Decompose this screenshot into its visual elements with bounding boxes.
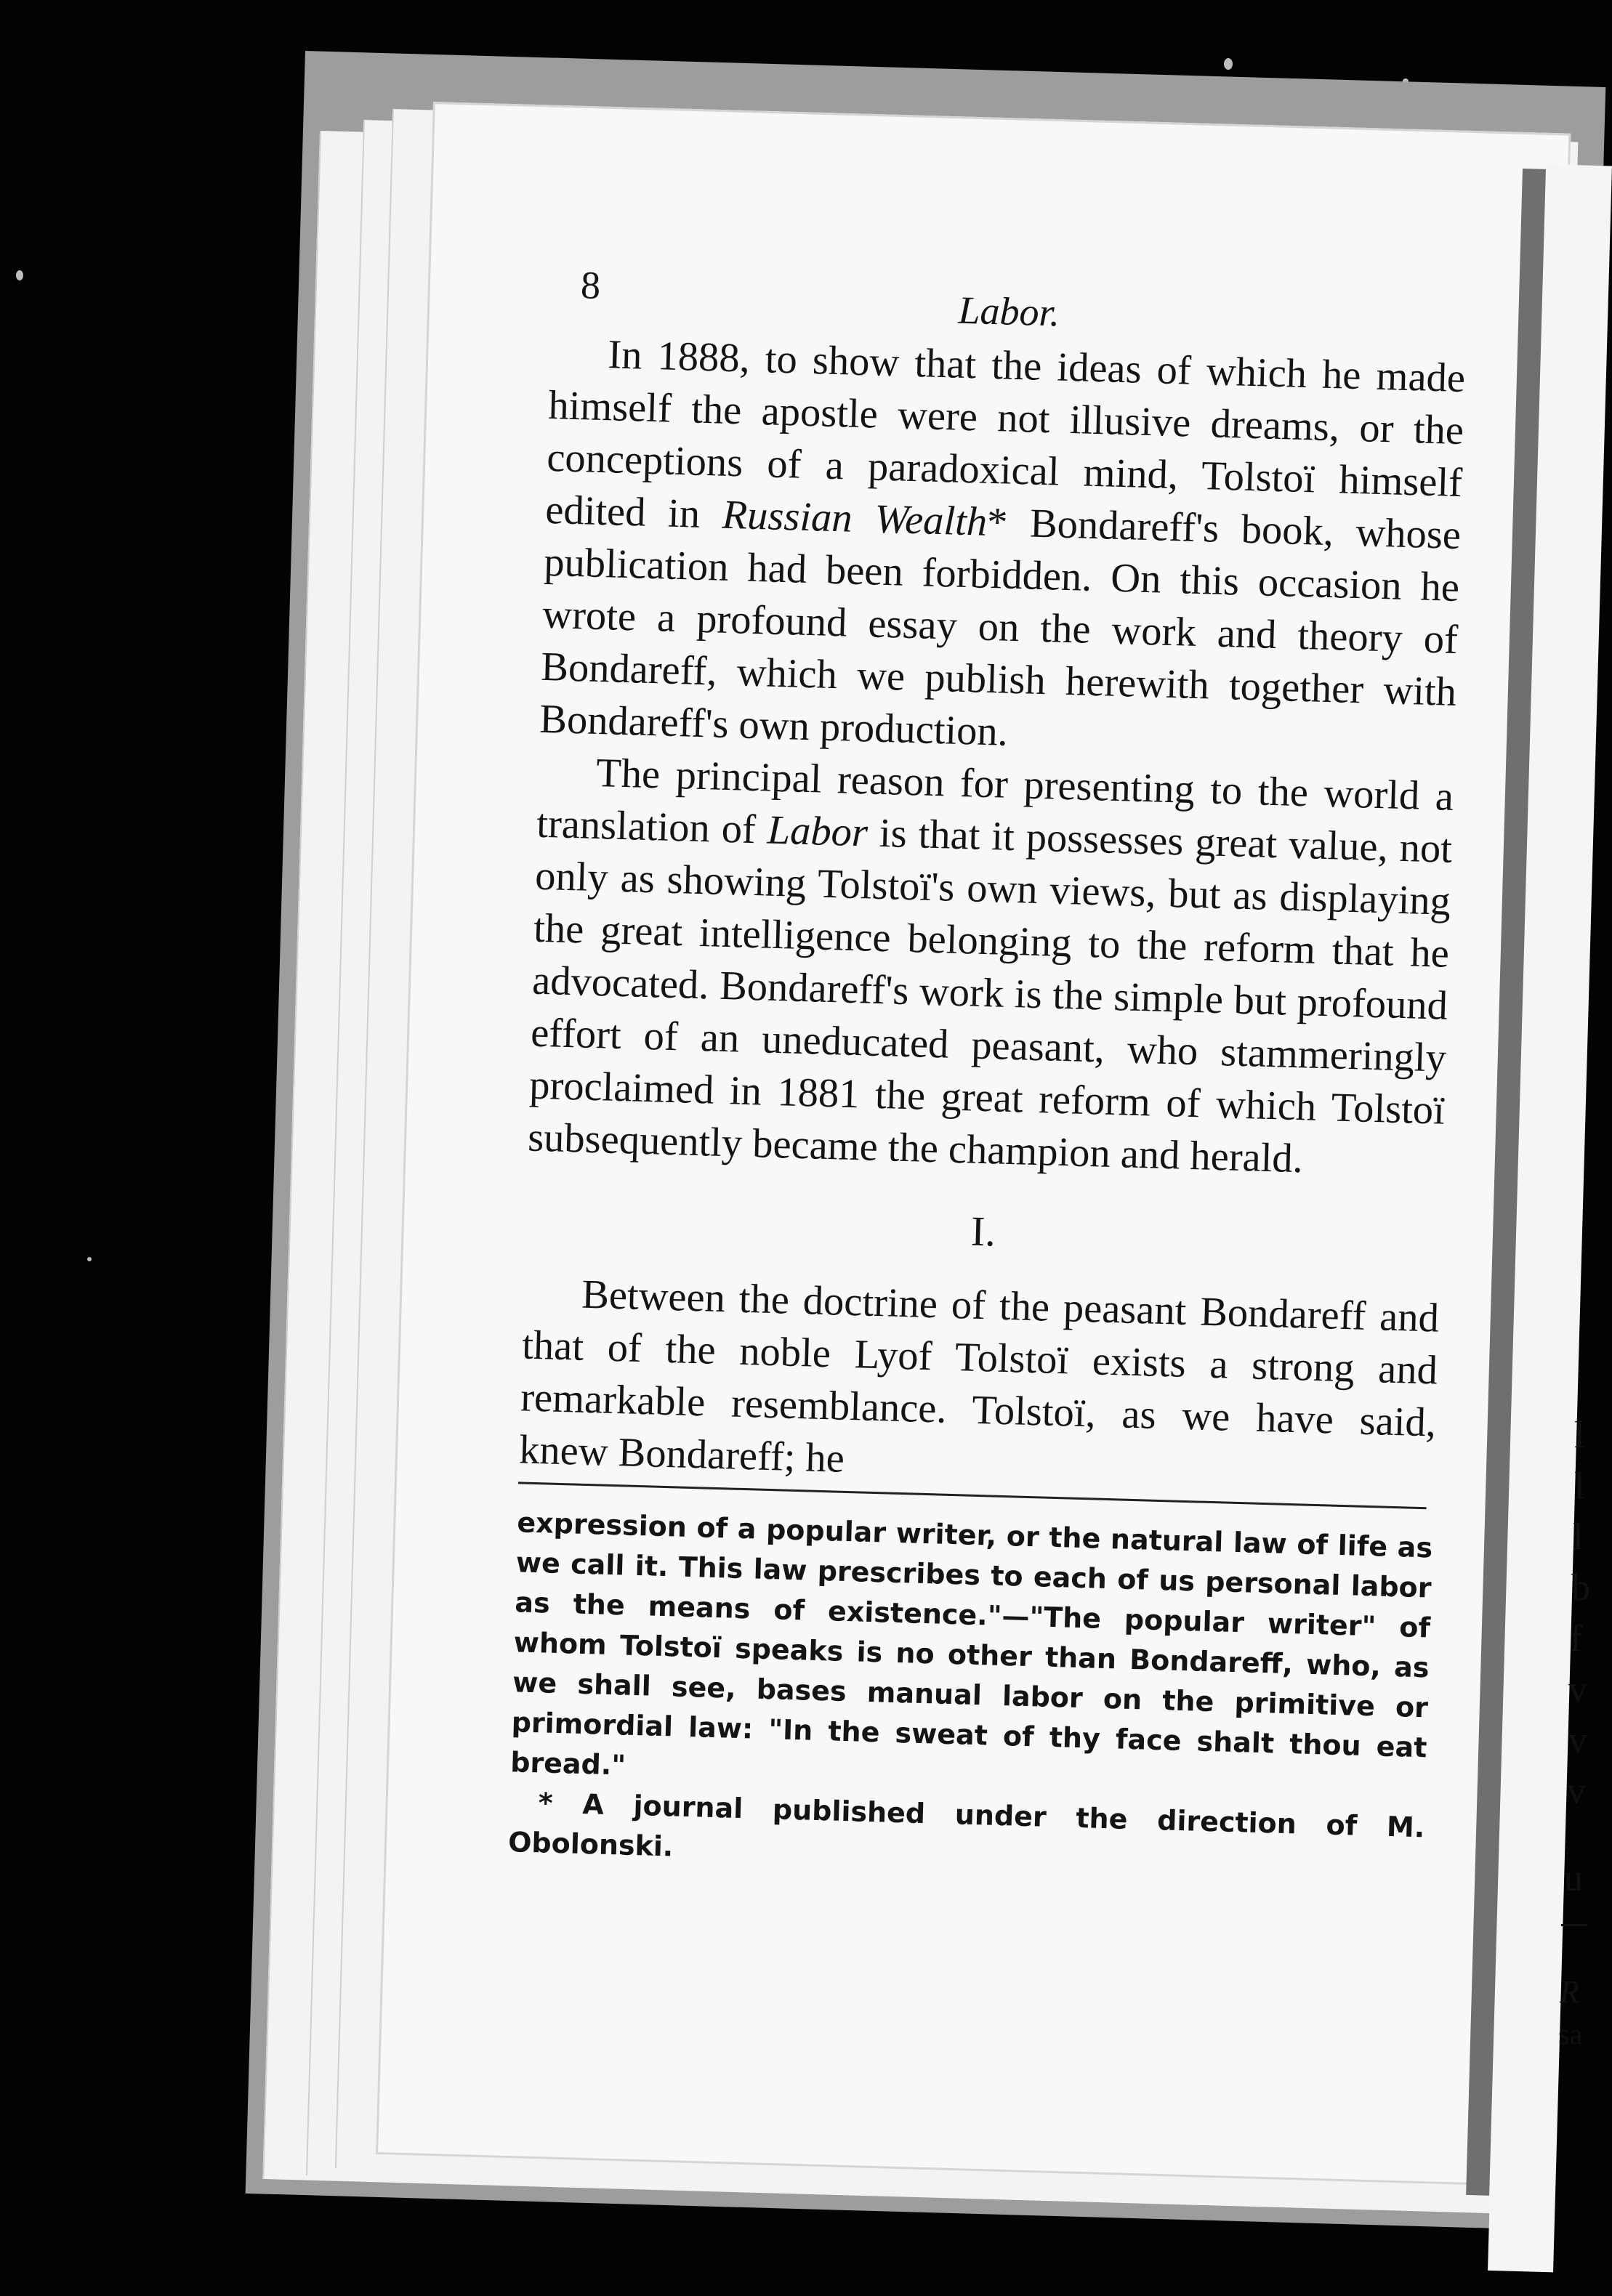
facing-page-fragment: l <box>1573 1516 1584 1558</box>
footnotes <box>507 1503 1432 1888</box>
section-heading: I. <box>970 1207 996 1256</box>
facing-page-fragment: v <box>1568 1669 1587 1710</box>
footnote-continuation: expression of a popular writer, or the natural law of life as we call it. This law prescribes to each of us personal labor as the means of existence."—"The popular writer" of whom Tolstoï speaks is no other than Bondareff, who, as we shall see, bases manual labor on the primitive or primordial law: "In the sweat of thy face shalt thou eat bread." <box>509 1506 1433 1782</box>
facing-page-fragment: R <box>1560 1974 1579 2010</box>
facing-page-fragment: l <box>1574 1415 1585 1456</box>
facing-page-fragment: l <box>1574 1466 1585 1507</box>
book-title: Labor <box>767 807 869 856</box>
page-number: 8 <box>580 263 601 307</box>
facing-page-fragment: v <box>1568 1720 1587 1761</box>
dust-speck <box>1224 58 1233 70</box>
facing-page-fragment: f <box>1570 1618 1583 1660</box>
facing-page-fragment: u <box>1564 1858 1583 1899</box>
running-head: Labor. <box>957 288 1060 335</box>
paragraph: Between the doctrine of the peasant Bondareff and that of the noble Lyof Tolstoï exists a strong and remarkable resemblance. Tolstoï, as we have said, knew Bondareff; he <box>518 1272 1440 1482</box>
body-text <box>518 327 1466 1502</box>
journal-title: Russian Wealth <box>721 492 988 545</box>
dust-speck <box>87 1257 92 1261</box>
facing-page-fragment: sa <box>1558 2018 1583 2050</box>
paragraph: The principal reason for presenting to the world a translation of Labor is that it possesses great value, not only as showing Tolstoï's own views, but as displaying the great intelligence belonging to the reform that he advocated. Bondareff's work is the simple but profound effort of an uneducated peasant, who stammeringly proclaimed in 1881 the great reform of which Tolstoï subsequently became the champion and herald. <box>527 750 1454 1182</box>
facing-page-rule <box>1561 1924 1587 1926</box>
page-content <box>503 262 1467 2045</box>
dust-speck <box>16 270 23 280</box>
footnote: * A journal published under the direction of M. Obolonski. <box>507 1787 1425 1863</box>
paragraph: In 1888, to show that the ideas of which he made himself the apostle were not illusive dreams, or the conceptions of a paradoxical mind, Tolstoï himself edited in Russian Wealth* Bondareff's book, whose publication had been forbidden. On this occasion he wrote a profound essay on the work and theory of Bondareff, which we publish herewith together with Bondareff's own production. <box>539 332 1466 755</box>
facing-page-fragment: b <box>1571 1567 1590 1609</box>
facing-page-fragment: v <box>1567 1771 1586 1812</box>
